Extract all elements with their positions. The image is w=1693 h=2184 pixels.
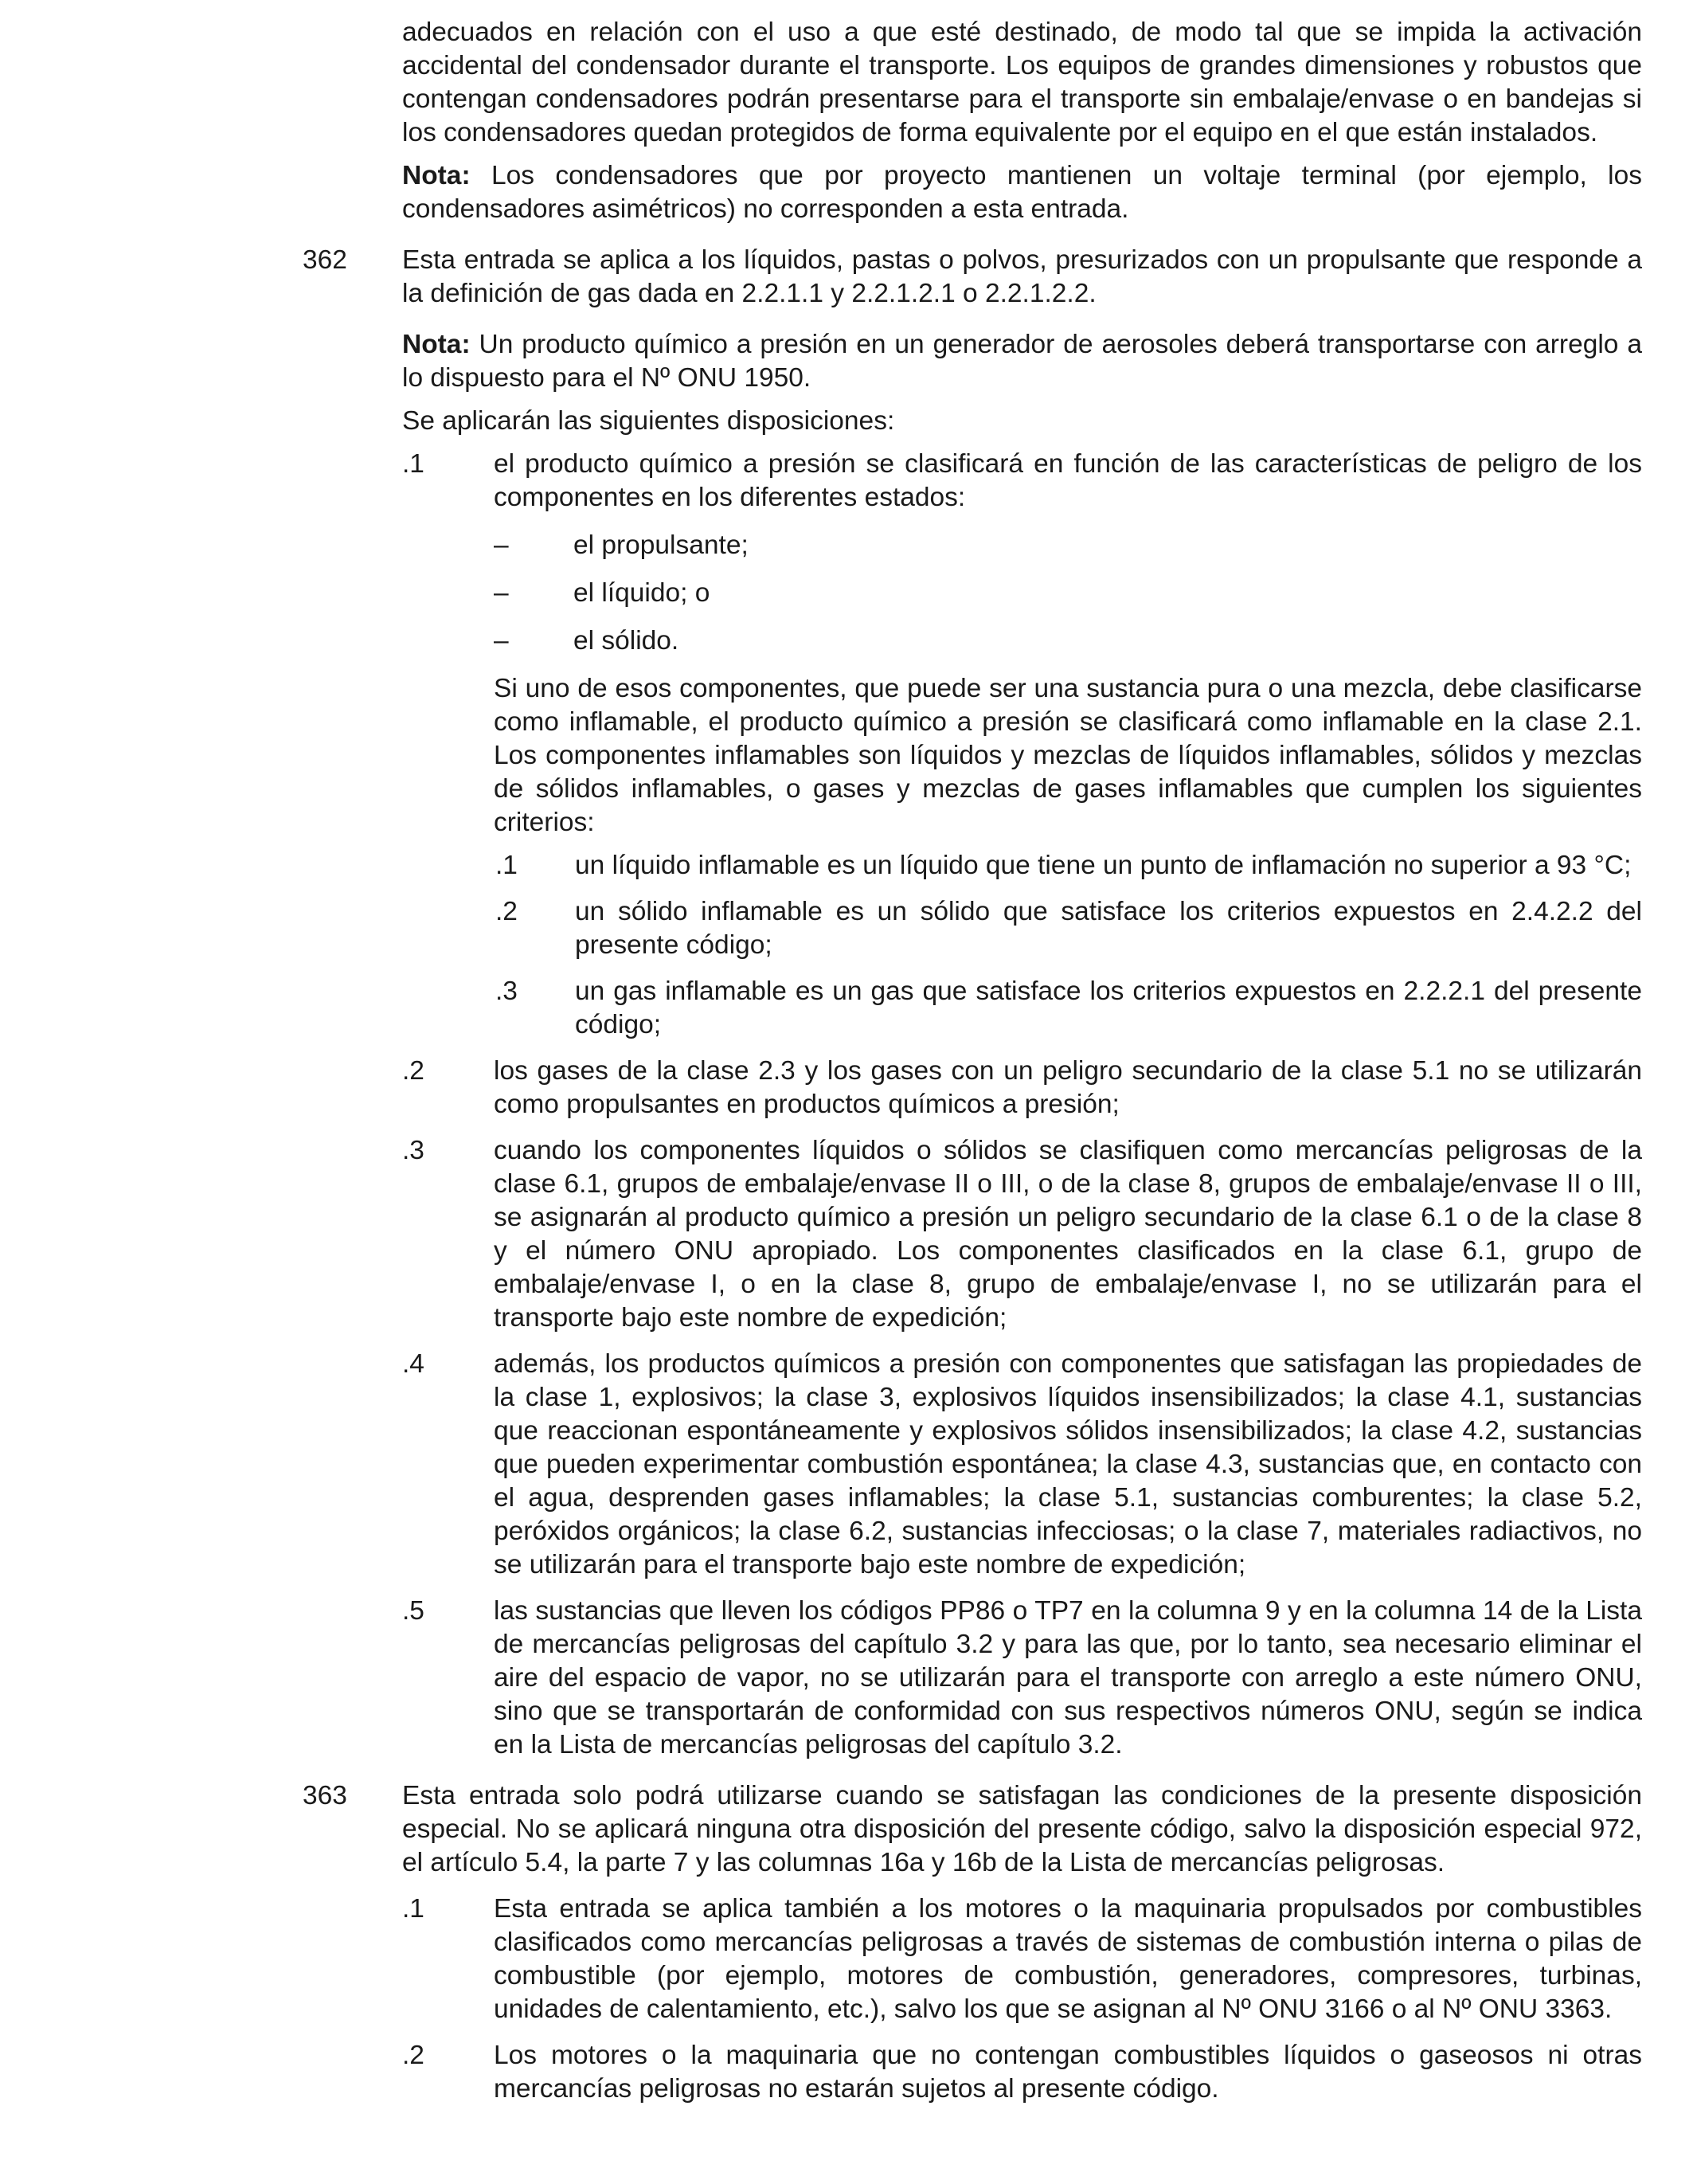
list-item bbox=[0, 1348, 1693, 1582]
item-marker: .2 bbox=[402, 2041, 424, 2070]
provision-text: Esta entrada se aplica a los líquidos, pastas o polvos, presurizados con un propulsante que responde a la definición de gas dada en 2.2.1.1 y 2.2.1.2.1 o 2.2.1.2.2. bbox=[402, 245, 1642, 308]
item-marker: .5 bbox=[402, 1596, 424, 1626]
note-text: Los condensadores que por proyecto mantienen un voltaje terminal (por ejemplo, los condensadores asimétricos) no corresponden a esta entrada. bbox=[402, 161, 1642, 224]
dash-marker: – bbox=[494, 530, 509, 560]
dash-marker: – bbox=[494, 578, 509, 608]
sub-marker: .1 bbox=[495, 851, 518, 880]
dash-text: el propulsante; bbox=[573, 530, 749, 560]
sub-marker: .3 bbox=[495, 977, 518, 1006]
list-item bbox=[0, 1134, 1693, 1335]
dash-item bbox=[0, 529, 1693, 562]
provision-number: 362 bbox=[303, 245, 347, 275]
provision-362-note bbox=[402, 328, 1642, 395]
sub-text: un líquido inflamable es un líquido que tiene un punto de inflamación no superior a 93 °C; bbox=[575, 851, 1632, 880]
item-text: las sustancias que lleven los códigos PP86 o TP7 en la columna 9 y en la columna 14 de la Lista de mercancías peligrosas del capítulo 3.2 y para las que, por lo tanto, sea necesario eliminar el aire del espacio de vapor, no se utilizarán para el transporte con arreglo a este número ONU, sino que se transportarán de conformidad con sus respectivos números ONU, según se indica en la Lista de mercancías peligrosas del capítulo 3.2. bbox=[494, 1596, 1642, 1759]
dash-text: el sólido. bbox=[573, 626, 679, 656]
list-item bbox=[0, 448, 1693, 515]
dash-text: el líquido; o bbox=[573, 578, 710, 608]
provision-number: 363 bbox=[303, 1781, 347, 1810]
note-label: Nota: bbox=[402, 161, 471, 190]
item-marker: .1 bbox=[402, 449, 424, 479]
item-text: el producto químico a presión se clasificará en función de las características de peligro de los componentes en los diferentes estados: bbox=[494, 449, 1642, 512]
document-page bbox=[0, 16, 1693, 2106]
special-provision-363 bbox=[0, 1779, 1693, 1880]
provision-text: Esta entrada solo podrá utilizarse cuando se satisfagan las condiciones de la presente disposición especial. No se aplicará ninguna otra disposición del presente código, salvo la disposición especial 972, el artículo 5.4, la parte 7 y las columnas 16a y 16b de la Lista de mercancías peligrosas. bbox=[402, 1781, 1642, 1877]
dash-marker: – bbox=[494, 626, 509, 656]
item-marker: .3 bbox=[402, 1136, 424, 1165]
item-text: además, los productos químicos a presión con componentes que satisfagan las propiedades de la clase 1, explosivos; la clase 3, explosivos líquidos insensibilizados; la clase 4.1, sustancias que reaccionan espontáneamente y explosivos sólidos insensibilizados; la clase 4.2, sustancias que pueden experimentar combustión espontánea; la clase 4.3, sustancias que, en contacto con el agua, desprenden gases inflamables; la clase 5.1, sustancias comburentes; la clase 5.2, peróxidos orgánicos; la clase 6.2, sustancias infecciosas; o la clase 7, materiales radiactivos, no se utilizarán para el transporte bajo este nombre de expedición; bbox=[494, 1349, 1642, 1579]
special-provision-362 bbox=[0, 244, 1693, 311]
item-paragraph: Si uno de esos componentes, que puede ser una sustancia pura o una mezcla, debe clasificarse como inflamable, el producto químico a presión se clasificará como inflamable en la clase 2.1. Los componentes inflamables son líquidos y mezclas de líquidos inflamables, sólidos y mezclas de sólidos inflamables, o gases y mezclas de gases inflamables que cumplen los siguientes criterios: bbox=[494, 674, 1642, 837]
sub-text: un gas inflamable es un gas que satisface los criterios expuestos en 2.2.2.1 del presente código; bbox=[575, 977, 1642, 1039]
item-text: los gases de la clase 2.3 y los gases con un peligro secundario de la clase 5.1 no se utilizarán como propulsantes en productos químicos a presión; bbox=[494, 1056, 1642, 1119]
list-item bbox=[0, 1595, 1693, 1762]
sub-item bbox=[0, 895, 1693, 962]
provision-362-lead: Se aplicarán las siguientes disposiciones: bbox=[402, 406, 895, 436]
sub-item bbox=[0, 975, 1693, 1042]
list-item bbox=[0, 2039, 1693, 2106]
intro-paragraph: adecuados en relación con el uso a que esté destinado, de modo tal que se impida la activación accidental del condensador durante el transporte. Los equipos de grandes dimensiones y robustos que contengan condensadores podrán presentarse para el transporte sin embalaje/envase o en bandejas si los condensadores quedan protegidos de forma equivalente por el equipo en el que están instalados. bbox=[402, 18, 1642, 147]
sub-item bbox=[0, 849, 1693, 883]
item-marker: .4 bbox=[402, 1349, 424, 1379]
sub-text: un sólido inflamable es un sólido que satisface los criterios expuestos en 2.4.2.2 del presente código; bbox=[575, 897, 1642, 960]
sub-marker: .2 bbox=[495, 897, 518, 926]
list-item bbox=[0, 1892, 1693, 2026]
item-text: Los motores o la maquinaria que no contengan combustibles líquidos o gaseosos ni otras mercancías peligrosas no estarán sujetos al presente código. bbox=[494, 2041, 1642, 2104]
note-label: Nota: bbox=[402, 330, 471, 359]
dash-item bbox=[0, 577, 1693, 610]
note-text: Un producto químico a presión en un generador de aerosoles deberá transportarse con arreglo a lo dispuesto para el Nº ONU 1950. bbox=[402, 330, 1642, 393]
list-item bbox=[0, 1055, 1693, 1121]
item-text: cuando los componentes líquidos o sólidos se clasifiquen como mercancías peligrosas de la clase 6.1, grupos de embalaje/envase II o III, o de la clase 8, grupos de embalaje/envase II o III, se asignarán al producto químico a presión un peligro secundario de la clase 6.1 o de la clase 8 y el número ONU apropiado. Los componentes clasificados en la clase 6.1, grupo de embalaje/envase I, o en la clase 8, grupo de embalaje/envase I, no se utilizarán para el transporte bajo este nombre de expedición; bbox=[494, 1136, 1642, 1333]
item-text: Esta entrada se aplica también a los motores o la maquinaria propulsados por combustibles clasificados como mercancías peligrosas a través de sistemas de combustión interna o pilas de combustible (por ejemplo, motores de combustión, generadores, compresores, turbinas, unidades de calentamiento, etc.), salvo los que se asignan al Nº ONU 3166 o al Nº ONU 3363. bbox=[494, 1894, 1642, 2024]
item-marker: .1 bbox=[402, 1894, 424, 1924]
item-marker: .2 bbox=[402, 1056, 424, 1086]
intro-note bbox=[402, 159, 1642, 226]
dash-item bbox=[0, 624, 1693, 658]
